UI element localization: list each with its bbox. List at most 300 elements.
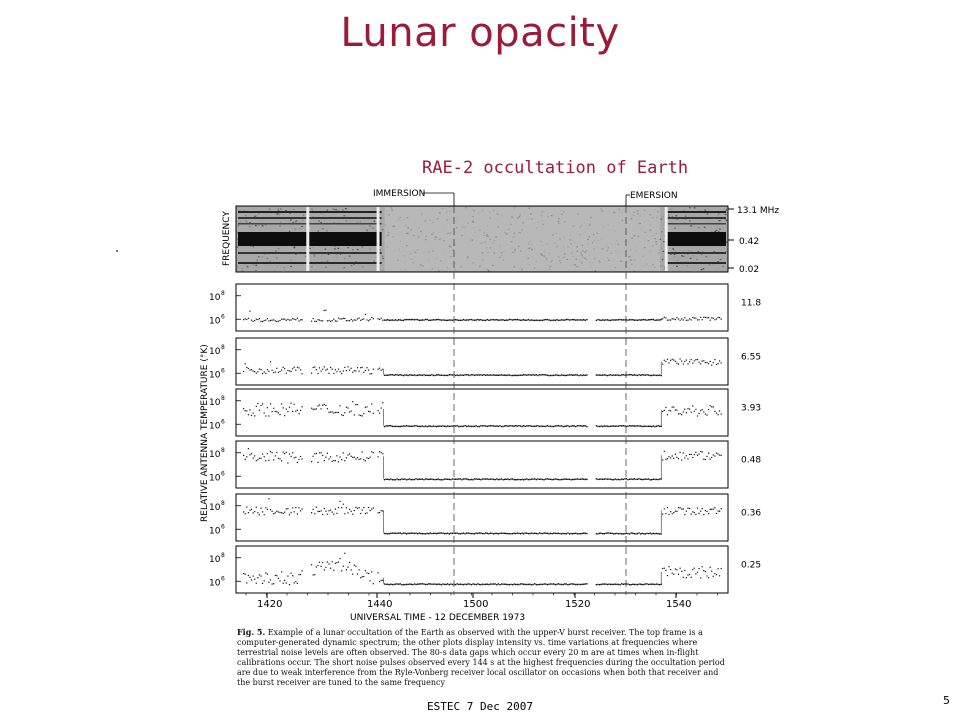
data-point [433, 375, 434, 376]
data-point [578, 425, 579, 426]
data-point [646, 583, 647, 584]
data-point [338, 369, 339, 370]
data-point [558, 320, 559, 321]
spectrum-speckle [262, 256, 264, 257]
data-point [409, 319, 410, 320]
data-point [360, 458, 361, 459]
panel-frame [236, 338, 728, 385]
data-point [390, 584, 391, 585]
data-point [468, 425, 469, 426]
data-point [699, 362, 700, 363]
data-point [362, 367, 363, 368]
data-point [627, 426, 628, 427]
data-point [642, 479, 643, 480]
data-point [427, 375, 428, 376]
data-point [687, 363, 688, 364]
data-point [362, 510, 363, 511]
data-point [521, 319, 522, 320]
data-point [499, 375, 500, 376]
data-point [370, 510, 371, 511]
data-point [564, 583, 565, 584]
data-point [379, 581, 380, 582]
spectrum-speckle [719, 228, 721, 229]
data-point [686, 511, 687, 512]
data-point [695, 318, 696, 319]
spectrum-speckle [259, 260, 261, 261]
data-point [249, 370, 250, 371]
data-point [396, 426, 397, 427]
data-point [351, 456, 352, 457]
data-point [496, 319, 497, 320]
data-point [425, 319, 426, 320]
data-point [686, 360, 687, 361]
data-point [572, 533, 573, 534]
data-point [408, 533, 409, 534]
data-point [512, 533, 513, 534]
data-point [352, 457, 353, 458]
data-point [657, 375, 658, 376]
data-point [580, 425, 581, 426]
data-point [585, 320, 586, 321]
data-point [477, 583, 478, 584]
data-point [401, 320, 402, 321]
data-point [529, 320, 530, 321]
spectrum-band-strong [665, 232, 726, 246]
data-point [298, 320, 299, 321]
data-point [425, 375, 426, 376]
data-point [317, 511, 318, 512]
data-point [642, 533, 643, 534]
data-point [493, 374, 494, 375]
data-point [349, 320, 350, 321]
data-point [245, 363, 246, 364]
data-point [338, 318, 339, 319]
data-point [313, 367, 314, 368]
data-point [498, 426, 499, 427]
data-point [482, 533, 483, 534]
spectrum-speckle [346, 220, 348, 221]
data-point [328, 373, 329, 374]
data-point [711, 406, 712, 407]
data-point [491, 375, 492, 376]
data-point [322, 320, 323, 321]
data-point [253, 371, 254, 372]
data-point [384, 533, 385, 534]
data-point [532, 584, 533, 585]
spectrum-speckle [267, 258, 269, 259]
data-point [447, 533, 448, 534]
data-point [542, 320, 543, 321]
data-point [420, 583, 421, 584]
data-point [532, 320, 533, 321]
data-point [349, 370, 350, 371]
data-point [453, 479, 454, 480]
data-point [578, 533, 579, 534]
data-point [438, 374, 439, 375]
data-point [670, 360, 671, 361]
data-point [528, 374, 529, 375]
data-point [419, 479, 420, 480]
data-point [452, 374, 453, 375]
data-point [653, 479, 654, 480]
data-point [616, 533, 617, 534]
data-point [474, 375, 475, 376]
figure-subtitle: RAE-2 occultation of Earth [422, 158, 689, 178]
data-point [529, 584, 530, 585]
data-point [452, 584, 453, 585]
data-point [330, 456, 331, 457]
data-point [548, 319, 549, 320]
data-point [536, 584, 537, 585]
data-point [509, 319, 510, 320]
data-point [509, 374, 510, 375]
data-point [270, 403, 271, 404]
spectrum-speckle [362, 246, 364, 247]
spectrum-speckle [696, 259, 698, 260]
data-point [623, 479, 624, 480]
data-point [517, 479, 518, 480]
data-point [619, 425, 620, 426]
data-point [411, 584, 412, 585]
data-point [346, 407, 347, 408]
data-point [613, 479, 614, 480]
data-point [514, 375, 515, 376]
data-point [703, 411, 704, 412]
data-point [556, 374, 557, 375]
data-point [286, 452, 287, 453]
data-point [553, 583, 554, 584]
spectrum-speckle [362, 266, 364, 267]
data-point [297, 367, 298, 368]
data-point [319, 562, 320, 563]
data-point [409, 374, 410, 375]
data-point [716, 413, 717, 414]
data-point [371, 373, 372, 374]
data-point [596, 478, 597, 479]
data-point [444, 319, 445, 320]
data-point [577, 319, 578, 320]
data-point [324, 310, 325, 311]
data-point [328, 320, 329, 321]
data-point [610, 374, 611, 375]
data-point [403, 584, 404, 585]
data-point [333, 319, 334, 320]
data-point [632, 584, 633, 585]
data-point [681, 571, 682, 572]
data-point [256, 406, 257, 407]
data-point [621, 533, 622, 534]
data-point [428, 533, 429, 534]
data-point [488, 584, 489, 585]
data-point [697, 415, 698, 416]
data-point [638, 478, 639, 479]
data-point [607, 532, 608, 533]
data-point [327, 514, 328, 515]
spectrum-speckle [293, 209, 295, 210]
data-point [366, 457, 367, 458]
data-point [400, 479, 401, 480]
data-point [602, 426, 603, 427]
data-point [668, 566, 669, 567]
data-point [362, 451, 363, 452]
data-point [262, 583, 263, 584]
data-point [680, 320, 681, 321]
data-point [384, 375, 385, 376]
data-point [267, 453, 268, 454]
spectrum-speckle [336, 214, 338, 215]
spectrum-speckle [694, 207, 696, 208]
data-point [292, 318, 293, 319]
data-point [436, 584, 437, 585]
data-point [249, 510, 250, 511]
data-point [311, 461, 312, 462]
data-point [287, 411, 288, 412]
data-point [487, 374, 488, 375]
spectrum-speckle [269, 209, 271, 210]
data-point [662, 318, 663, 319]
data-point [624, 583, 625, 584]
data-point [563, 319, 564, 320]
data-point [272, 452, 273, 453]
spectrum-speckle [686, 213, 688, 214]
data-point [582, 426, 583, 427]
data-point [572, 479, 573, 480]
data-point [354, 457, 355, 458]
data-point [713, 576, 714, 577]
data-point [423, 426, 424, 427]
data-point [502, 533, 503, 534]
data-point [566, 583, 567, 584]
data-point [607, 375, 608, 376]
spectrum-band-strong [238, 232, 382, 246]
data-point [705, 362, 706, 363]
data-point [434, 375, 435, 376]
data-point [370, 580, 371, 581]
data-point [697, 572, 698, 573]
data-point [370, 319, 371, 320]
data-point [449, 426, 450, 427]
data-point [373, 452, 374, 453]
data-point [431, 374, 432, 375]
data-point [692, 317, 693, 318]
data-point [430, 583, 431, 584]
data-point [651, 479, 652, 480]
data-point [582, 319, 583, 320]
data-point [379, 413, 380, 414]
spectrum-speckle [321, 255, 323, 256]
spectrum-speckle [262, 225, 264, 226]
data-point [411, 532, 412, 533]
data-point [718, 511, 719, 512]
spectrum-speckle [382, 271, 384, 272]
data-point [474, 426, 475, 427]
data-point [479, 584, 480, 585]
data-point [514, 583, 515, 584]
data-point [382, 510, 383, 511]
data-point [645, 478, 646, 479]
data-point [414, 479, 415, 480]
data-point [420, 374, 421, 375]
data-point [485, 478, 486, 479]
data-point [673, 359, 674, 360]
data-point [545, 533, 546, 534]
data-point [404, 584, 405, 585]
data-point [602, 479, 603, 480]
data-point [322, 455, 323, 456]
data-point [485, 584, 486, 585]
data-point [691, 454, 692, 455]
data-point [431, 533, 432, 534]
data-point [567, 319, 568, 320]
data-point [680, 507, 681, 508]
data-point [586, 479, 587, 480]
data-point [638, 583, 639, 584]
data-point [706, 362, 707, 363]
data-point [352, 401, 353, 402]
data-point [373, 583, 374, 584]
data-point [256, 460, 257, 461]
data-point [540, 584, 541, 585]
data-point [455, 584, 456, 585]
data-point [684, 317, 685, 318]
data-point [444, 478, 445, 479]
data-point [438, 478, 439, 479]
data-point [616, 584, 617, 585]
data-point [403, 479, 404, 480]
data-point [702, 409, 703, 410]
data-point [409, 583, 410, 584]
data-point [495, 319, 496, 320]
spectrum-speckle [352, 249, 354, 250]
data-point [551, 375, 552, 376]
data-point [529, 425, 530, 426]
data-point [517, 584, 518, 585]
data-point [319, 404, 320, 405]
data-point [292, 368, 293, 369]
data-point [572, 319, 573, 320]
data-point [558, 375, 559, 376]
data-point [287, 319, 288, 320]
data-point [472, 374, 473, 375]
data-point [431, 426, 432, 427]
data-point [442, 375, 443, 376]
data-point [567, 425, 568, 426]
data-point [678, 318, 679, 319]
data-point [607, 584, 608, 585]
data-point [340, 318, 341, 319]
data-point [425, 584, 426, 585]
data-point [411, 319, 412, 320]
data-point [665, 570, 666, 571]
data-point [719, 317, 720, 318]
spectrum-speckle [255, 225, 257, 226]
data-point [483, 584, 484, 585]
data-point [409, 533, 410, 534]
data-point [300, 369, 301, 370]
data-point [276, 411, 277, 412]
data-point [450, 319, 451, 320]
data-point [292, 411, 293, 412]
data-point [420, 533, 421, 534]
data-point [498, 320, 499, 321]
panel-0-36 [209, 494, 761, 541]
data-point [506, 479, 507, 480]
spectrum-speckle [240, 221, 242, 222]
data-point [286, 373, 287, 374]
data-point [316, 507, 317, 508]
data-point [664, 568, 665, 569]
data-point [582, 584, 583, 585]
spectrum-speckle [684, 209, 686, 210]
data-point [564, 533, 565, 534]
data-point [302, 373, 303, 374]
data-point [668, 362, 669, 363]
data-point [706, 415, 707, 416]
data-point [466, 426, 467, 427]
data-point [317, 373, 318, 374]
data-point [281, 512, 282, 513]
data-point [476, 478, 477, 479]
data-point [365, 314, 366, 315]
data-point [392, 532, 393, 533]
spectrum-speckle [661, 219, 663, 220]
data-point [718, 317, 719, 318]
data-point [638, 532, 639, 533]
data-point [444, 426, 445, 427]
data-point [468, 583, 469, 584]
calibration-gap [377, 207, 380, 271]
data-point [430, 425, 431, 426]
data-point [354, 510, 355, 511]
data-point [710, 361, 711, 362]
data-point [635, 425, 636, 426]
data-point [605, 425, 606, 426]
data-point [534, 583, 535, 584]
data-point [676, 363, 677, 364]
data-point [600, 478, 601, 479]
data-point [631, 478, 632, 479]
data-point [408, 375, 409, 376]
data-point [629, 374, 630, 375]
data-point [422, 375, 423, 376]
data-point [477, 374, 478, 375]
data-point [264, 514, 265, 515]
data-point [670, 410, 671, 411]
spectrum-band [665, 252, 726, 254]
data-point [433, 584, 434, 585]
data-point [504, 374, 505, 375]
spectrum-speckle [303, 215, 305, 216]
data-point [676, 410, 677, 411]
data-point [395, 374, 396, 375]
spectrum-speckle [294, 247, 296, 248]
data-point [347, 366, 348, 367]
data-point [667, 507, 668, 508]
data-point [483, 478, 484, 479]
spectrum-speckle [718, 231, 720, 232]
data-point [275, 411, 276, 412]
y-tick-label: 10 [209, 397, 221, 408]
data-point [396, 478, 397, 479]
data-point [613, 533, 614, 534]
data-point [673, 512, 674, 513]
data-point [656, 319, 657, 320]
data-point [566, 375, 567, 376]
data-point [477, 479, 478, 480]
y-tick-exponent: 6 [221, 575, 225, 583]
data-point [382, 453, 383, 454]
data-point [439, 584, 440, 585]
